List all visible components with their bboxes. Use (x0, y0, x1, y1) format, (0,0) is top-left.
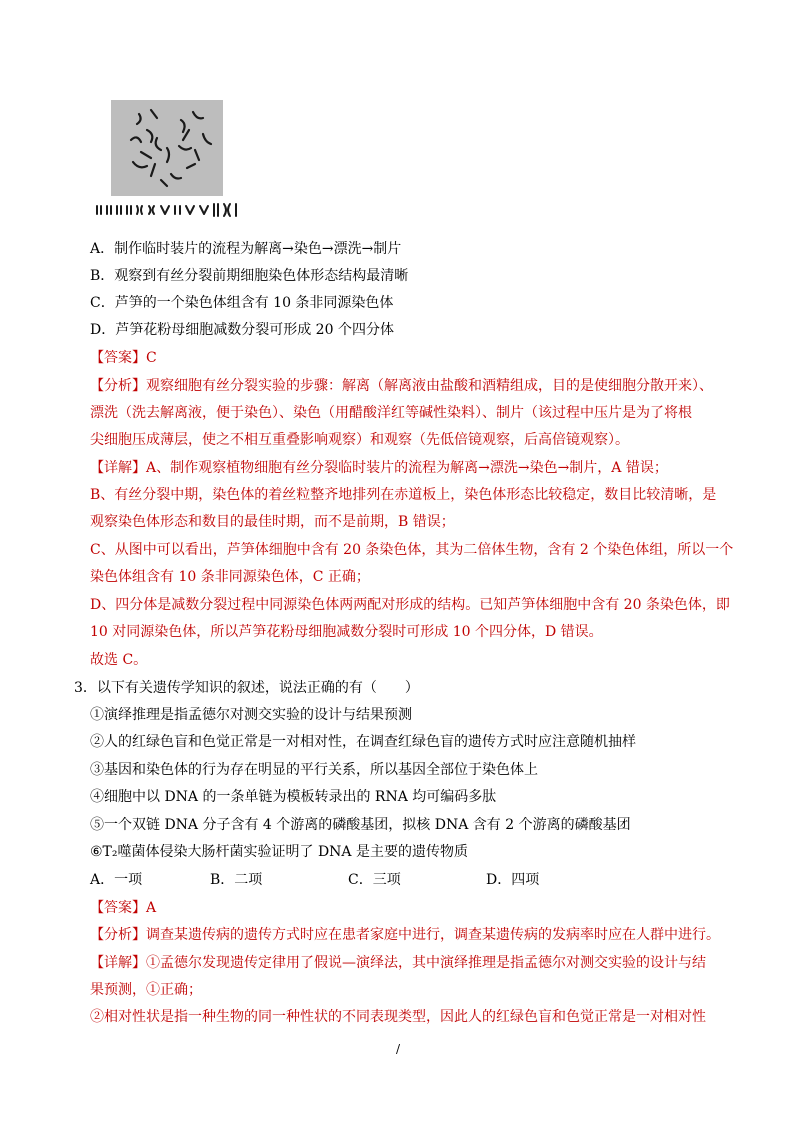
q2-detail-line-4: C、从图中可以看出，芦笋体细胞中含有 20 条染色体，其为二倍体生物，含有 2 个染色体组，所以一个 (90, 542, 734, 558)
q2-detail-line-3: 观察染色体形态和数目的最佳时期，而不是前期，B 错误； (90, 514, 455, 530)
q3-statement-6: ⑥T₂噬菌体侵染大肠杆菌实验证明了 DNA 是主要的遗传物质 (90, 844, 468, 860)
q3-option-b: B．二项 (210, 872, 263, 888)
q2-detail-line-7: 10 对同源染色体，所以芦笋花粉母细胞减数分裂时可形成 10 个四分体，D 错误。 (90, 624, 603, 640)
q2-analysis-line-3: 尖细胞压成薄层，使之不相互重叠影响观察）和观察（先低倍镜观察，后高倍镜观察）。 (90, 432, 629, 448)
analysis-tag: 【分析】 (90, 927, 146, 943)
q2-detail-line-8: 故选 C。 (90, 652, 148, 668)
q2-analysis-line-2: 漂洗（洗去解离液，便于染色）、染色（用醋酸洋红等碱性染料）、制片（该过程中压片是为了将根 (90, 405, 692, 421)
q2-option-b: B．观察到有丝分裂前期细胞染色体形态结构最清晰 (90, 268, 409, 284)
q2-answer (90, 348, 157, 368)
q3-statement-2: ②人的红绿色盲和色觉正常是一对相对性，在调查红绿色盲的遗传方式时应注意随机抽样 (90, 734, 636, 750)
q2-option-c: C．芦笋的一个染色体组含有 10 条非同源染色体 (90, 295, 394, 311)
detail-text: ①孟德尔发现遗传定律用了假说—演绎法，其中演绎推理是指孟德尔对测交实验的设计与结 (146, 955, 706, 971)
q3-statement-5: ⑤一个双链 DNA 分子含有 4 个游离的磷酸基团，拟核 DNA 含有 2 个游离的磷酸基团 (90, 817, 631, 833)
karyotype-image (93, 200, 243, 220)
q3-detail-line-1 (90, 953, 706, 973)
q2-option-a: A．制作临时装片的流程为解离→染色→漂洗→制片 (90, 241, 402, 257)
q3-answer (90, 898, 156, 918)
answer-value: C (146, 350, 157, 366)
q2-detail-line-6: D、四分体是减数分裂过程中同源染色体两两配对形成的结构。已知芦笋体细胞中含有 20 条染色体，即 (90, 597, 730, 613)
analysis-text: 观察细胞有丝分裂实验的步骤：解离（解离液由盐酸和酒精组成，目的是使细胞分散开来）、 (146, 378, 713, 394)
page-footer-mark: / (396, 1042, 401, 1056)
detail-tag: 【详解】 (90, 460, 146, 476)
q3-option-c: C．三项 (348, 872, 401, 888)
detail-tag: 【详解】 (90, 955, 146, 971)
q3-statement-4: ④细胞中以 DNA 的一条单链为模板转录出的 RNA 均可编码多肽 (90, 789, 497, 805)
q3-detail-line-2: 果预测，①正确； (90, 982, 202, 998)
chromosome-micrograph-image (111, 100, 223, 196)
q2-detail-line-1 (90, 458, 668, 478)
analysis-text: 调查某遗传病的遗传方式时应在患者家庭中进行，调查某遗传病的发病率时应在人群中进行。 (146, 927, 720, 943)
q3-option-d: D．四项 (486, 872, 540, 888)
q2-detail-line-5: 染色体组含有 10 条非同源染色体，C 正确； (90, 569, 370, 585)
q3-stem: 3．以下有关遗传学知识的叙述，说法正确的有（ ） (74, 680, 419, 696)
chromosome-figure (93, 96, 253, 222)
answer-tag: 【答案】 (90, 350, 146, 366)
q2-analysis-line-1 (90, 376, 713, 396)
q3-statement-3: ③基因和染色体的行为存在明显的平行关系，所以基因全部位于染色体上 (90, 762, 538, 778)
answer-tag: 【答案】 (90, 900, 146, 916)
q3-option-a: A．一项 (90, 872, 143, 888)
q3-statement-1: ①演绎推理是指孟德尔对测交实验的设计与结果预测 (90, 707, 412, 723)
detail-text: A、制作观察植物细胞有丝分裂临时装片的流程为解离→漂洗→染色→制片，A 错误； (146, 460, 668, 476)
q3-analysis (90, 925, 720, 945)
q2-detail-line-2: B、有丝分裂中期，染色体的着丝粒整齐地排列在赤道板上，染色体形态比较稳定，数目比较清晰，是 (90, 487, 717, 503)
analysis-tag: 【分析】 (90, 378, 146, 394)
answer-value: A (146, 900, 157, 916)
q3-detail-line-3: ②相对性状是指一种生物的同一种性状的不同表现类型，因此人的红绿色盲和色觉正常是一对相对性 (90, 1009, 706, 1025)
q2-option-d: D．芦笋花粉母细胞减数分裂可形成 20 个四分体 (90, 322, 394, 338)
